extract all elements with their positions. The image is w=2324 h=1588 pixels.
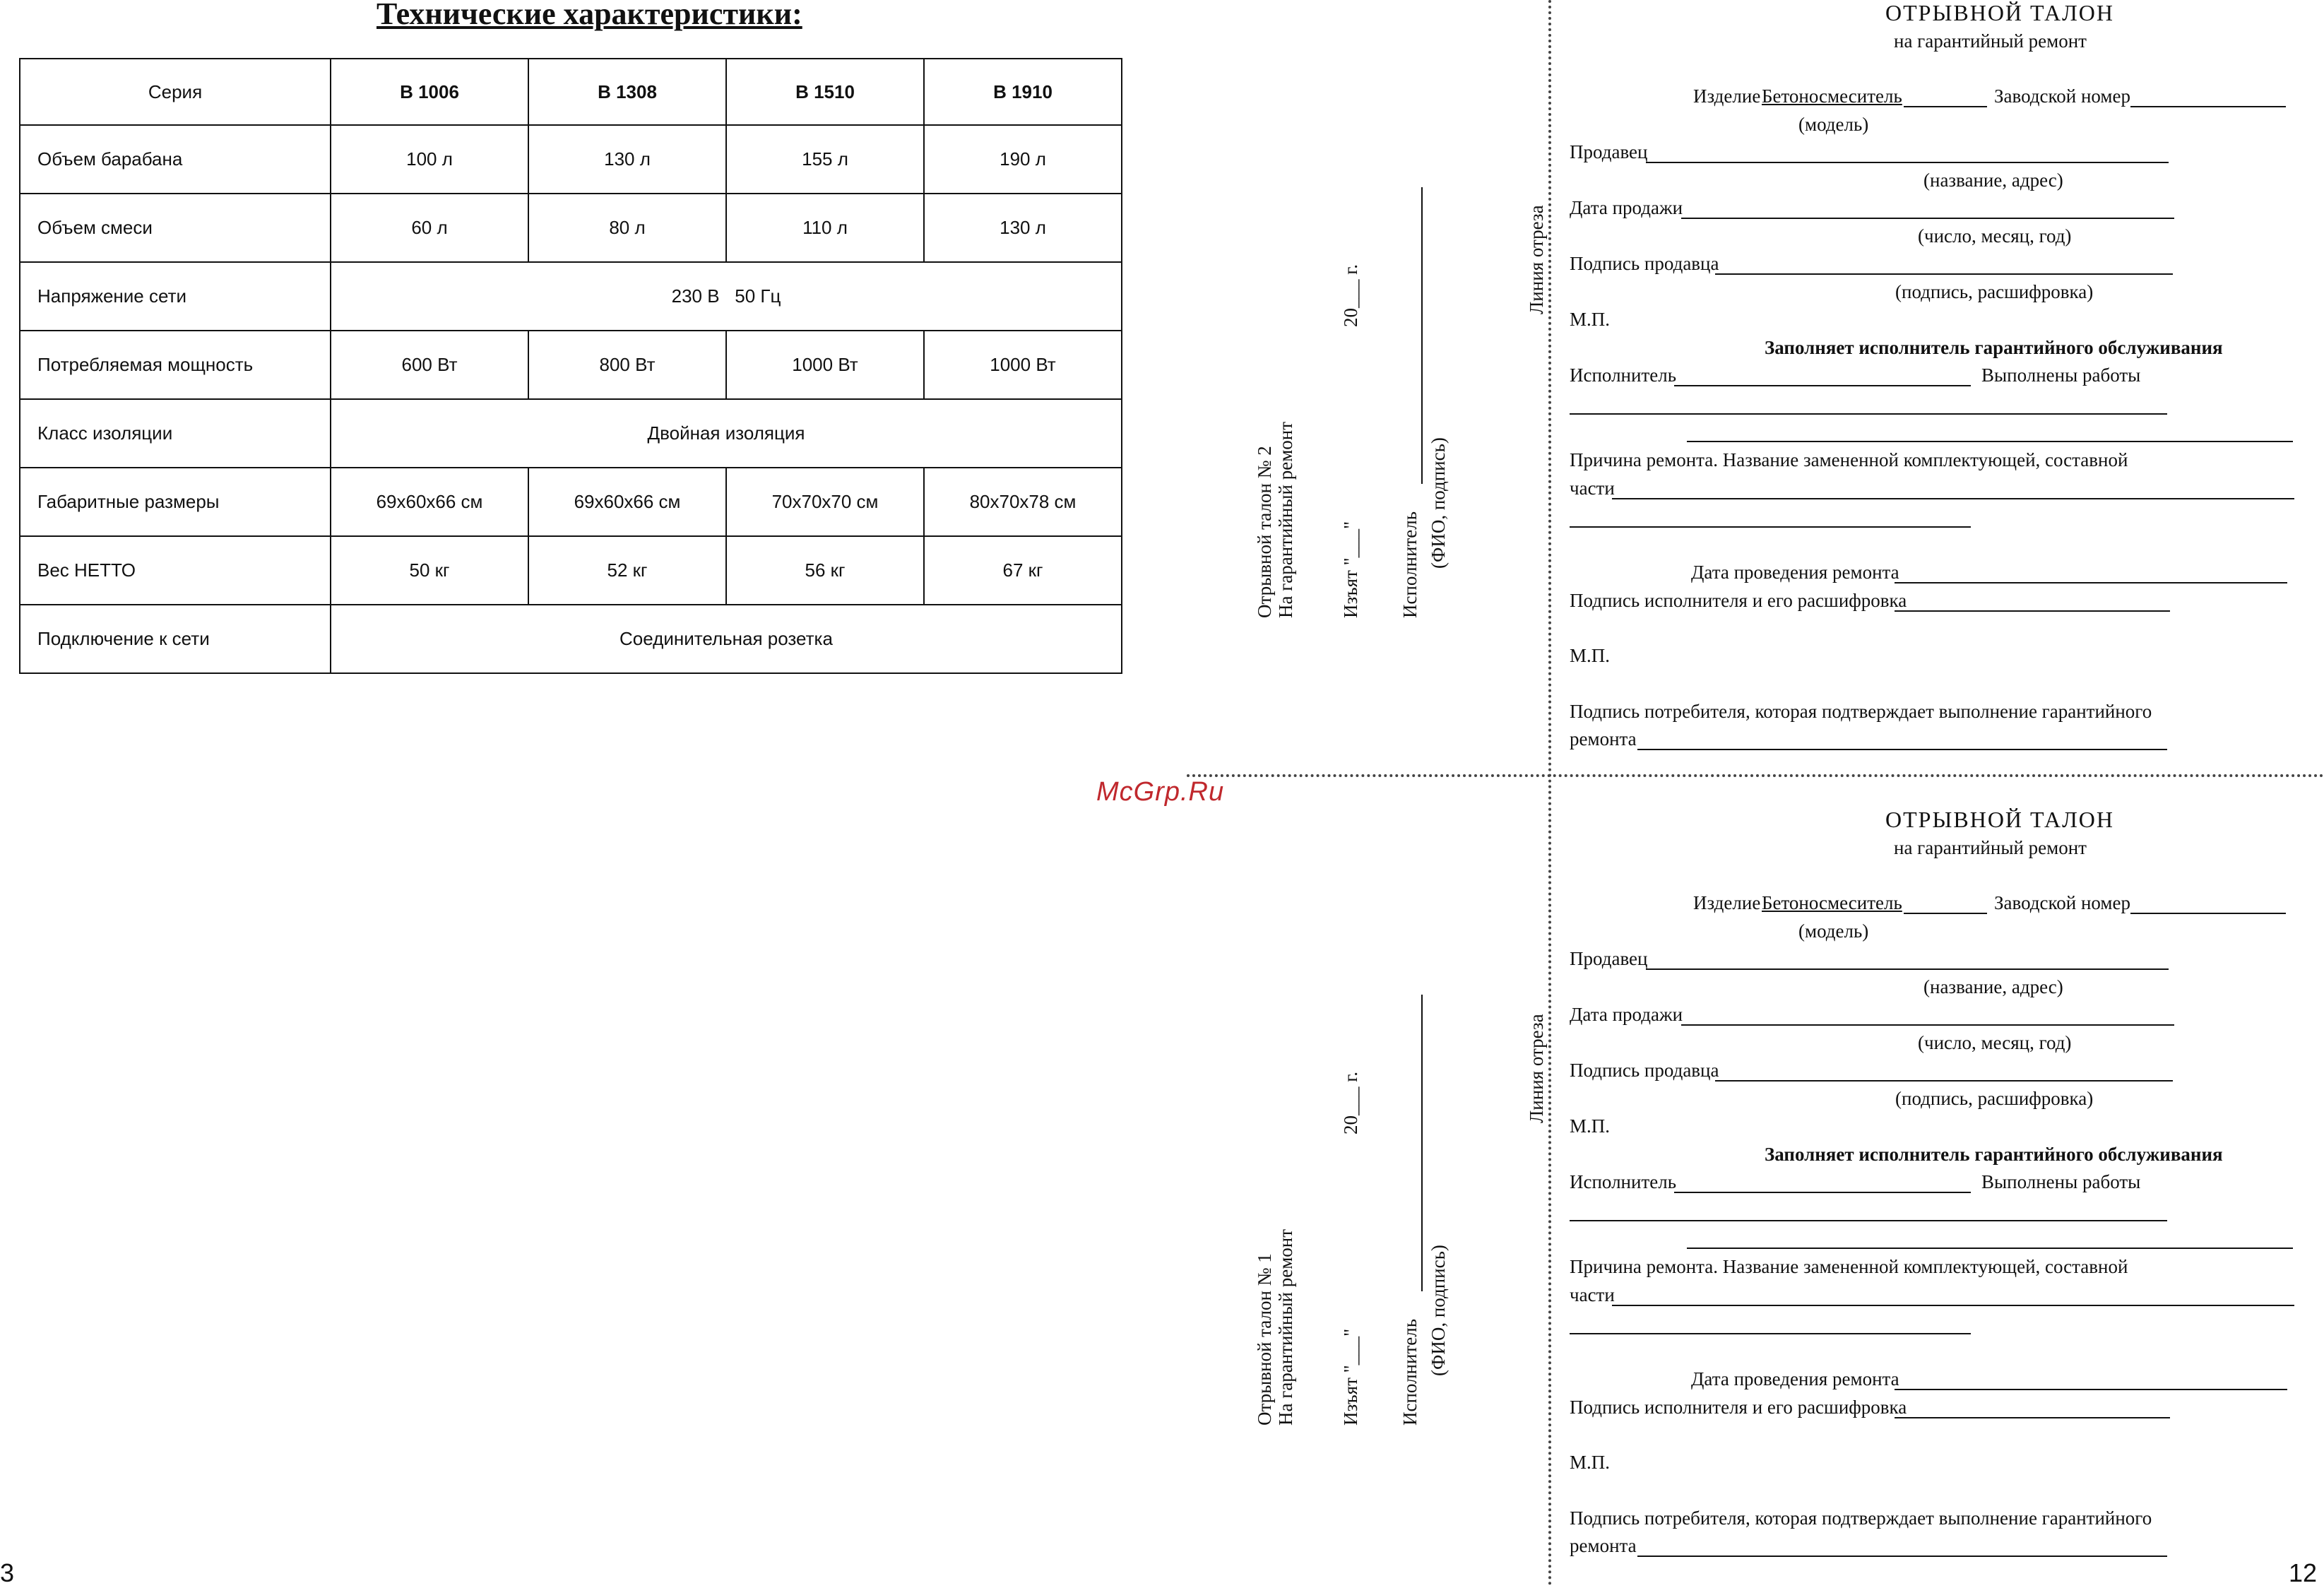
table-cell: 50 кг (331, 536, 528, 605)
table-cell: 1000 Вт (726, 331, 924, 399)
stub-signature-line (1421, 187, 1423, 484)
parts-label: части (1570, 1284, 1615, 1305)
table-cell-merged: Двойная изоляция (331, 399, 1122, 468)
table-cell: 110 л (726, 194, 924, 262)
table-cell: 100 л (331, 125, 528, 194)
parts-line (1612, 1305, 2294, 1306)
row-label: Напряжение сети (20, 262, 331, 331)
table-cell: 60 л (331, 194, 528, 262)
table-cell: 69x60x66 см (528, 468, 726, 536)
row-label: Вес НЕТТО (20, 536, 331, 605)
table-cell-merged: Соединительная розетка (331, 605, 1122, 673)
table-row (20, 536, 1122, 605)
model-line (1904, 106, 1987, 107)
repair-reason-label: Причина ремонта. Название замененной комплектующей, составной (1570, 449, 2128, 470)
service-heading: Заполняет исполнитель гарантийного обслуживания (1765, 337, 2223, 358)
stamp-label: М.П. (1570, 309, 1611, 330)
works-line (1687, 1248, 2293, 1249)
stamp-label: М.П. (1570, 645, 1611, 666)
seller-line (1646, 968, 2169, 970)
seller-sign-line (1715, 273, 2173, 275)
serial-line (2130, 106, 2286, 107)
seller-sign-hint: (подпись, расшифровка) (1895, 1088, 2094, 1109)
table-cell: 70x70x70 см (726, 468, 924, 536)
table-header-row (20, 59, 1122, 125)
header-cell: B 1308 (528, 59, 726, 125)
seller-sign-label: Подпись продавца (1570, 1060, 1719, 1081)
table-cell: 67 кг (924, 536, 1122, 605)
works-line (1570, 1220, 2167, 1221)
serial-label: Заводской номер (1994, 85, 2130, 107)
spec-table (19, 58, 1122, 674)
consumer-sign-label-2: ремонта (1570, 728, 1637, 749)
service-heading: Заполняет исполнитель гарантийного обслуживания (1765, 1144, 2223, 1165)
stub-subtitle: На гарантийный ремонт (1275, 421, 1296, 618)
table-cell: 1000 Вт (924, 331, 1122, 399)
table-cell: 56 кг (726, 536, 924, 605)
parts-label: части (1570, 478, 1615, 499)
table-row (20, 125, 1122, 194)
consumer-sign-line (1637, 749, 2167, 750)
model-hint: (модель) (1798, 920, 1869, 942)
consumer-sign-line (1637, 1556, 2167, 1557)
table-cell: 52 кг (528, 536, 726, 605)
works-line (1570, 413, 2167, 415)
executor-sign-label: Подпись исполнителя и его расшифровка (1570, 1397, 1907, 1418)
table-cell: 69x60x66 см (331, 468, 528, 536)
cut-line-label: Линия отреза (1526, 205, 1547, 314)
table-cell: 130 л (528, 125, 726, 194)
executor-sign-line (1895, 610, 2170, 612)
parts-line (1612, 498, 2294, 499)
stub-title: Отрывной талон № 2 (1254, 446, 1275, 618)
cut-line-label: Линия отреза (1526, 1014, 1547, 1123)
seller-sign-label: Подпись продавца (1570, 253, 1719, 274)
table-cell: 800 Вт (528, 331, 726, 399)
repair-reason-label: Причина ремонта. Название замененной комплектующей, составной (1570, 1256, 2128, 1277)
coupon-top (1554, 0, 2324, 770)
serial-label: Заводской номер (1994, 892, 2130, 913)
header-cell: Серия (20, 59, 331, 125)
stub-2 (1254, 194, 1449, 618)
stub-executor: Исполнитель (1399, 1318, 1421, 1426)
stub-signature-line (1421, 995, 1423, 1291)
sale-date-line (1681, 1024, 2174, 1026)
row-label: Потребляемая мощность (20, 331, 331, 399)
executor-label: Исполнитель (1570, 1171, 1677, 1192)
stub-1 (1254, 1002, 1449, 1426)
table-cell: 130 л (924, 194, 1122, 262)
row-label: Подключение к сети (20, 605, 331, 673)
vertical-cut-line (1548, 0, 1551, 1587)
coupon-title: ОТРЫВНОЙ ТАЛОН (1885, 807, 2115, 832)
coupon-bottom (1554, 807, 2324, 1577)
consumer-sign-label: Подпись потребителя, которая подтверждает выполнение гарантийного (1570, 701, 2152, 722)
stub-fio-hint: (ФИО, подпись) (1428, 437, 1449, 569)
header-cell: B 1910 (924, 59, 1122, 125)
serial-line (2130, 913, 2286, 914)
coupon-title: ОТРЫВНОЙ ТАЛОН (1885, 0, 2115, 25)
table-cell: 80 л (528, 194, 726, 262)
consumer-sign-label-2: ремонта (1570, 1535, 1637, 1556)
product-value: Бетоносмеситель (1762, 85, 1902, 107)
product-value: Бетоносмеситель (1762, 892, 1902, 913)
consumer-sign-label: Подпись потребителя, которая подтверждает выполнение гарантийного (1570, 1507, 2152, 1529)
stub-subtitle: На гарантийный ремонт (1275, 1228, 1296, 1426)
stub-executor: Исполнитель (1399, 511, 1421, 618)
seller-line (1646, 162, 2169, 163)
repair-date-label: Дата проведения ремонта (1691, 562, 1899, 583)
repair-date-label: Дата проведения ремонта (1691, 1368, 1899, 1390)
sale-date-line (1681, 218, 2174, 219)
horizontal-cut-line (1187, 774, 2324, 777)
table-cell: 80x70x78 см (924, 468, 1122, 536)
product-label: Изделие (1693, 85, 1761, 107)
repair-date-line (1895, 1389, 2287, 1390)
sale-date-label: Дата продажи (1570, 197, 1683, 218)
stub-year: 20___ г. (1340, 1071, 1361, 1134)
stamp-label: М.П. (1570, 1115, 1611, 1137)
table-cell-merged: 230 В 50 Гц (331, 262, 1122, 331)
executor-line (1674, 1192, 1971, 1193)
row-label: Габаритные размеры (20, 468, 331, 536)
seller-label: Продавец (1570, 141, 1648, 162)
table-row (20, 605, 1122, 673)
stub-fio-hint: (ФИО, подпись) (1428, 1245, 1449, 1376)
table-row (20, 331, 1122, 399)
coupon-subtitle: на гарантийный ремонт (1894, 837, 2087, 858)
stamp-label: М.П. (1570, 1452, 1611, 1473)
model-line (1904, 913, 1987, 914)
sale-date-hint: (число, месяц, год) (1918, 1032, 2072, 1053)
executor-line (1674, 385, 1971, 386)
seller-hint: (название, адрес) (1923, 170, 2063, 191)
stub-year: 20___ г. (1340, 263, 1361, 327)
stub-title: Отрывной талон № 1 (1254, 1253, 1275, 1426)
sale-date-hint: (число, месяц, год) (1918, 225, 2072, 247)
header-cell: B 1510 (726, 59, 924, 125)
executor-sign-label: Подпись исполнителя и его расшифровка (1570, 590, 1907, 611)
row-label: Объем смеси (20, 194, 331, 262)
table-cell: 155 л (726, 125, 924, 194)
executor-label: Исполнитель (1570, 365, 1677, 386)
row-label: Объем барабана (20, 125, 331, 194)
parts-line (1570, 1333, 1971, 1334)
executor-sign-line (1895, 1417, 2170, 1418)
table-row (20, 194, 1122, 262)
seller-hint: (название, адрес) (1923, 976, 2063, 997)
page-number-right: 12 (2289, 1558, 2318, 1587)
table-row (20, 468, 1122, 536)
seller-label: Продавец (1570, 948, 1648, 969)
table-row (20, 399, 1122, 468)
sale-date-label: Дата продажи (1570, 1004, 1683, 1025)
spec-title: Технические характеристики: (377, 0, 802, 31)
stub-removed: Изъят "___" (1340, 521, 1361, 618)
seller-sign-hint: (подпись, расшифровка) (1895, 281, 2094, 302)
header-cell: B 1006 (331, 59, 528, 125)
coupon-subtitle: на гарантийный ремонт (1894, 30, 2087, 52)
table-cell: 190 л (924, 125, 1122, 194)
page-number-left: 3 (0, 1558, 15, 1587)
works-line (1687, 441, 2293, 442)
table-cell: 600 Вт (331, 331, 528, 399)
stub-removed: Изъят "___" (1340, 1328, 1361, 1426)
repair-date-line (1895, 582, 2287, 583)
table-row (20, 262, 1122, 331)
model-hint: (модель) (1798, 114, 1869, 135)
watermark: McGrp.Ru (1096, 777, 1225, 807)
row-label: Класс изоляции (20, 399, 331, 468)
product-label: Изделие (1693, 892, 1761, 913)
seller-sign-line (1715, 1080, 2173, 1082)
parts-line (1570, 526, 1971, 528)
works-done-label: Выполнены работы (1981, 1171, 2141, 1192)
works-done-label: Выполнены работы (1981, 365, 2141, 386)
